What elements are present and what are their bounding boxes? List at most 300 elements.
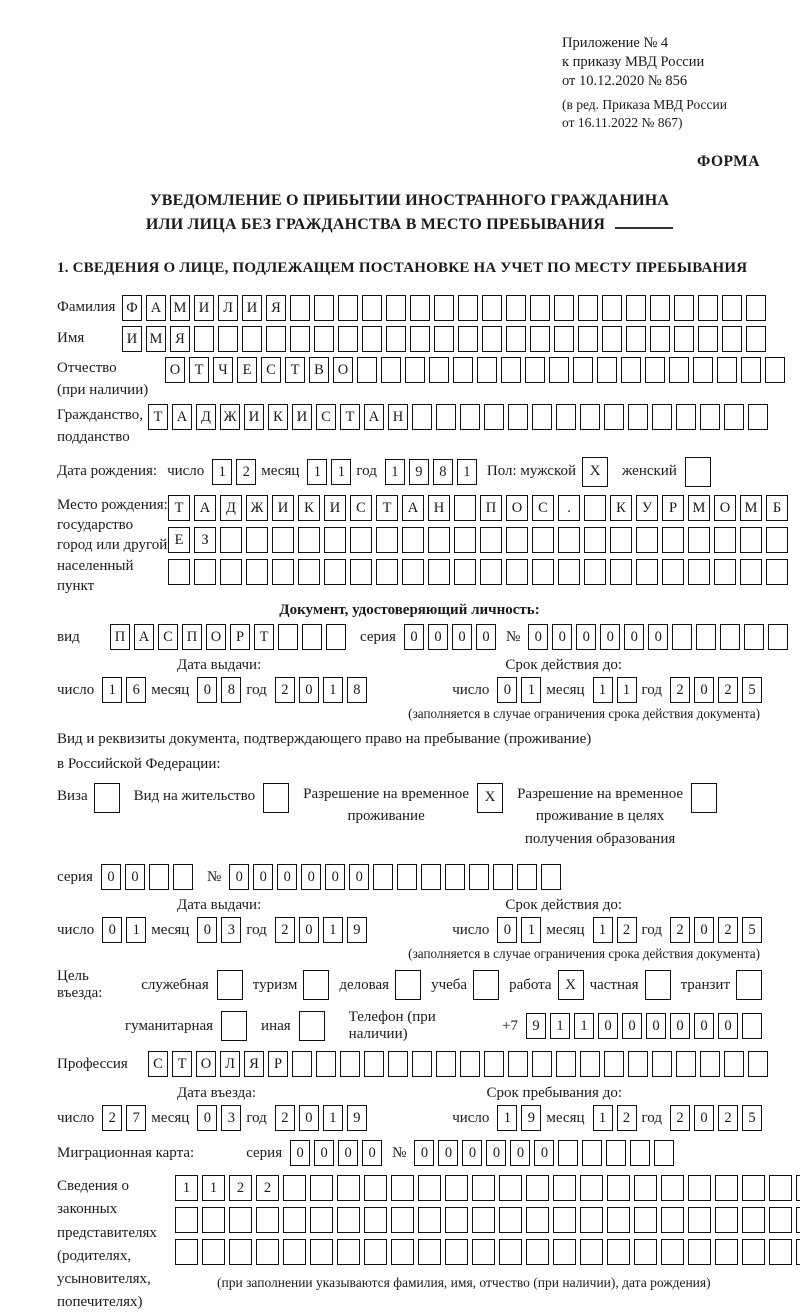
char-box[interactable]: 9 xyxy=(526,1013,546,1039)
char-box[interactable] xyxy=(421,864,441,890)
char-box[interactable]: С xyxy=(158,624,178,650)
char-box[interactable] xyxy=(445,864,465,890)
char-box[interactable] xyxy=(472,1175,495,1201)
char-box[interactable] xyxy=(580,404,600,430)
char-box[interactable]: 0 xyxy=(600,624,620,650)
char-box[interactable] xyxy=(454,495,476,521)
char-box[interactable] xyxy=(700,1051,720,1077)
char-box[interactable]: 1 xyxy=(497,1105,517,1131)
char-box[interactable]: Т xyxy=(254,624,274,650)
char-box[interactable] xyxy=(584,559,606,585)
char-box[interactable] xyxy=(526,1207,549,1233)
char-box[interactable]: Т xyxy=(172,1051,192,1077)
char-box[interactable]: 1 xyxy=(617,677,637,703)
char-box[interactable]: Д xyxy=(220,495,242,521)
char-box[interactable] xyxy=(715,1175,738,1201)
char-box[interactable] xyxy=(484,1051,504,1077)
char-box[interactable] xyxy=(362,295,382,321)
char-box[interactable] xyxy=(714,527,736,553)
char-box[interactable]: И xyxy=(122,326,142,352)
char-box[interactable] xyxy=(698,326,718,352)
char-box[interactable] xyxy=(541,864,561,890)
char-box[interactable] xyxy=(337,1239,360,1265)
char-box[interactable] xyxy=(337,1175,360,1201)
char-box[interactable]: Е xyxy=(237,357,257,383)
char-box[interactable] xyxy=(662,559,684,585)
char-box[interactable]: О xyxy=(333,357,353,383)
char-box[interactable]: 1 xyxy=(202,1175,225,1201)
char-box[interactable] xyxy=(553,1239,576,1265)
char-box[interactable]: 3 xyxy=(221,1105,241,1131)
char-box[interactable] xyxy=(740,559,762,585)
char-box[interactable] xyxy=(373,864,393,890)
char-box[interactable] xyxy=(722,326,742,352)
char-box[interactable] xyxy=(499,1239,522,1265)
char-box[interactable] xyxy=(645,357,665,383)
char-box[interactable]: 2 xyxy=(670,917,690,943)
char-box[interactable] xyxy=(272,559,294,585)
char-box[interactable] xyxy=(580,1051,600,1077)
char-box[interactable] xyxy=(766,527,788,553)
char-box[interactable] xyxy=(628,404,648,430)
char-box[interactable]: 0 xyxy=(598,1013,618,1039)
char-box[interactable]: Н xyxy=(388,404,408,430)
char-box[interactable]: 0 xyxy=(624,624,644,650)
char-box[interactable] xyxy=(350,559,372,585)
char-box[interactable] xyxy=(607,1239,630,1265)
char-box[interactable] xyxy=(746,295,766,321)
char-box[interactable] xyxy=(558,527,580,553)
char-box[interactable] xyxy=(554,295,574,321)
char-box[interactable] xyxy=(445,1239,468,1265)
char-box[interactable]: Ж xyxy=(220,404,240,430)
char-box[interactable]: А xyxy=(194,495,216,521)
char-box[interactable]: 0 xyxy=(299,917,319,943)
char-box[interactable]: Л xyxy=(220,1051,240,1077)
char-box[interactable] xyxy=(553,1175,576,1201)
char-box[interactable]: 2 xyxy=(718,677,738,703)
char-box[interactable] xyxy=(746,326,766,352)
char-box[interactable] xyxy=(364,1239,387,1265)
char-box[interactable]: М xyxy=(170,295,190,321)
char-box[interactable] xyxy=(582,1140,602,1166)
char-box[interactable]: 2 xyxy=(617,1105,637,1131)
char-box[interactable]: 0 xyxy=(404,624,424,650)
char-box[interactable] xyxy=(454,527,476,553)
char-box[interactable] xyxy=(693,357,713,383)
char-box[interactable] xyxy=(506,559,528,585)
char-box[interactable] xyxy=(324,527,346,553)
char-box[interactable] xyxy=(526,1239,549,1265)
temp-residence-edu-checkbox[interactable] xyxy=(691,783,717,813)
char-box[interactable]: 1 xyxy=(175,1175,198,1201)
char-box[interactable] xyxy=(256,1239,279,1265)
char-box[interactable] xyxy=(715,1207,738,1233)
char-box[interactable] xyxy=(525,357,545,383)
char-box[interactable]: Л xyxy=(218,295,238,321)
char-box[interactable] xyxy=(674,295,694,321)
char-box[interactable] xyxy=(410,295,430,321)
char-box[interactable] xyxy=(350,527,372,553)
char-box[interactable]: И xyxy=(244,404,264,430)
char-box[interactable] xyxy=(484,404,504,430)
char-box[interactable]: 0 xyxy=(301,864,321,890)
char-box[interactable] xyxy=(530,326,550,352)
char-box[interactable] xyxy=(472,1239,495,1265)
char-box[interactable] xyxy=(744,624,764,650)
char-box[interactable] xyxy=(578,295,598,321)
other-checkbox[interactable] xyxy=(299,1011,325,1041)
char-box[interactable] xyxy=(558,1140,578,1166)
char-box[interactable] xyxy=(597,357,617,383)
char-box[interactable]: 0 xyxy=(476,624,496,650)
char-box[interactable] xyxy=(526,1175,549,1201)
char-box[interactable] xyxy=(434,295,454,321)
char-box[interactable]: О xyxy=(506,495,528,521)
char-box[interactable] xyxy=(229,1207,252,1233)
char-box[interactable]: 1 xyxy=(457,459,477,485)
char-box[interactable] xyxy=(674,326,694,352)
char-box[interactable] xyxy=(324,559,346,585)
char-box[interactable] xyxy=(405,357,425,383)
char-box[interactable]: 9 xyxy=(347,917,367,943)
char-box[interactable] xyxy=(256,1207,279,1233)
char-box[interactable]: М xyxy=(146,326,166,352)
char-box[interactable] xyxy=(175,1239,198,1265)
char-box[interactable]: В xyxy=(309,357,329,383)
char-box[interactable] xyxy=(584,527,606,553)
char-box[interactable]: 0 xyxy=(694,677,714,703)
char-box[interactable] xyxy=(402,527,424,553)
char-box[interactable] xyxy=(669,357,689,383)
char-box[interactable] xyxy=(607,1207,630,1233)
char-box[interactable] xyxy=(636,527,658,553)
char-box[interactable] xyxy=(337,1207,360,1233)
char-box[interactable] xyxy=(290,295,310,321)
char-box[interactable]: Т xyxy=(340,404,360,430)
char-box[interactable] xyxy=(626,326,646,352)
char-box[interactable] xyxy=(766,559,788,585)
char-box[interactable]: 8 xyxy=(433,459,453,485)
char-box[interactable]: П xyxy=(110,624,130,650)
char-box[interactable] xyxy=(302,624,322,650)
char-box[interactable] xyxy=(499,1175,522,1201)
char-box[interactable] xyxy=(428,559,450,585)
char-box[interactable]: 0 xyxy=(576,624,596,650)
char-box[interactable] xyxy=(283,1239,306,1265)
char-box[interactable] xyxy=(480,527,502,553)
char-box[interactable] xyxy=(445,1207,468,1233)
char-box[interactable] xyxy=(769,1207,792,1233)
char-box[interactable]: . xyxy=(558,495,580,521)
char-box[interactable] xyxy=(429,357,449,383)
char-box[interactable]: 0 xyxy=(325,864,345,890)
char-box[interactable]: 9 xyxy=(521,1105,541,1131)
char-box[interactable] xyxy=(418,1175,441,1201)
char-box[interactable]: 0 xyxy=(229,864,249,890)
char-box[interactable]: 0 xyxy=(299,1105,319,1131)
char-box[interactable] xyxy=(266,326,286,352)
char-box[interactable] xyxy=(698,295,718,321)
char-box[interactable]: 0 xyxy=(497,917,517,943)
char-box[interactable] xyxy=(573,357,593,383)
char-box[interactable]: К xyxy=(610,495,632,521)
char-box[interactable]: С xyxy=(350,495,372,521)
char-box[interactable]: 2 xyxy=(275,677,295,703)
residence-permit-checkbox[interactable] xyxy=(263,783,289,813)
study-checkbox[interactable] xyxy=(473,970,499,1000)
char-box[interactable]: С xyxy=(532,495,554,521)
char-box[interactable] xyxy=(580,1207,603,1233)
char-box[interactable] xyxy=(381,357,401,383)
char-box[interactable] xyxy=(636,559,658,585)
char-box[interactable] xyxy=(722,295,742,321)
char-box[interactable] xyxy=(602,295,622,321)
char-box[interactable]: С xyxy=(316,404,336,430)
char-box[interactable]: А xyxy=(364,404,384,430)
char-box[interactable]: А xyxy=(146,295,166,321)
char-box[interactable]: 0 xyxy=(648,624,668,650)
char-box[interactable]: 0 xyxy=(101,864,121,890)
char-box[interactable]: 0 xyxy=(290,1140,310,1166)
char-box[interactable] xyxy=(626,295,646,321)
char-box[interactable] xyxy=(765,357,785,383)
char-box[interactable] xyxy=(480,559,502,585)
char-box[interactable] xyxy=(742,1207,765,1233)
char-box[interactable]: 1 xyxy=(323,1105,343,1131)
char-box[interactable] xyxy=(242,326,262,352)
char-box[interactable] xyxy=(688,527,710,553)
char-box[interactable] xyxy=(740,527,762,553)
char-box[interactable]: 5 xyxy=(742,1105,762,1131)
char-box[interactable] xyxy=(364,1051,384,1077)
char-box[interactable] xyxy=(310,1207,333,1233)
char-box[interactable]: 2 xyxy=(718,917,738,943)
char-box[interactable] xyxy=(654,1140,674,1166)
char-box[interactable] xyxy=(742,1013,762,1039)
char-box[interactable] xyxy=(316,1051,336,1077)
char-box[interactable]: 2 xyxy=(718,1105,738,1131)
char-box[interactable] xyxy=(229,1239,252,1265)
char-box[interactable] xyxy=(362,326,382,352)
char-box[interactable] xyxy=(410,326,430,352)
char-box[interactable] xyxy=(724,404,744,430)
char-box[interactable] xyxy=(175,1207,198,1233)
char-box[interactable] xyxy=(412,404,432,430)
char-box[interactable] xyxy=(340,1051,360,1077)
char-box[interactable] xyxy=(173,864,193,890)
char-box[interactable]: Т xyxy=(189,357,209,383)
char-box[interactable]: 2 xyxy=(275,1105,295,1131)
char-box[interactable] xyxy=(714,559,736,585)
char-box[interactable]: 7 xyxy=(126,1105,146,1131)
char-box[interactable]: И xyxy=(324,495,346,521)
char-box[interactable]: 0 xyxy=(102,917,122,943)
char-box[interactable] xyxy=(436,404,456,430)
char-box[interactable] xyxy=(580,1175,603,1201)
char-box[interactable] xyxy=(688,1175,711,1201)
char-box[interactable]: Б xyxy=(766,495,788,521)
char-box[interactable] xyxy=(218,326,238,352)
char-box[interactable]: Я xyxy=(244,1051,264,1077)
char-box[interactable] xyxy=(376,559,398,585)
business-checkbox[interactable] xyxy=(395,970,421,1000)
char-box[interactable] xyxy=(482,295,502,321)
char-box[interactable] xyxy=(357,357,377,383)
char-box[interactable]: 0 xyxy=(646,1013,666,1039)
char-box[interactable] xyxy=(168,559,190,585)
char-box[interactable]: 1 xyxy=(307,459,327,485)
char-box[interactable] xyxy=(418,1207,441,1233)
char-box[interactable] xyxy=(532,559,554,585)
char-box[interactable]: 0 xyxy=(694,917,714,943)
temp-residence-checkbox[interactable]: X xyxy=(477,783,503,813)
char-box[interactable] xyxy=(508,404,528,430)
char-box[interactable]: 0 xyxy=(552,624,572,650)
char-box[interactable] xyxy=(606,1140,626,1166)
char-box[interactable]: 0 xyxy=(197,917,217,943)
char-box[interactable]: 0 xyxy=(528,624,548,650)
char-box[interactable] xyxy=(607,1175,630,1201)
char-box[interactable] xyxy=(741,357,761,383)
char-box[interactable] xyxy=(796,1239,800,1265)
char-box[interactable]: Ф xyxy=(122,295,142,321)
humanitarian-checkbox[interactable] xyxy=(221,1011,247,1041)
char-box[interactable]: 1 xyxy=(593,1105,613,1131)
char-box[interactable] xyxy=(314,295,334,321)
char-box[interactable] xyxy=(364,1207,387,1233)
char-box[interactable] xyxy=(650,295,670,321)
char-box[interactable] xyxy=(506,527,528,553)
gender-male-checkbox[interactable]: X xyxy=(582,457,608,487)
char-box[interactable]: С xyxy=(148,1051,168,1077)
char-box[interactable]: Д xyxy=(196,404,216,430)
char-box[interactable] xyxy=(532,527,554,553)
char-box[interactable] xyxy=(676,404,696,430)
char-box[interactable]: И xyxy=(292,404,312,430)
char-box[interactable]: Т xyxy=(168,495,190,521)
char-box[interactable]: 0 xyxy=(622,1013,642,1039)
char-box[interactable] xyxy=(386,295,406,321)
char-box[interactable] xyxy=(194,559,216,585)
char-box[interactable]: 3 xyxy=(221,917,241,943)
char-box[interactable]: 0 xyxy=(718,1013,738,1039)
char-box[interactable] xyxy=(717,357,737,383)
char-box[interactable]: 2 xyxy=(275,917,295,943)
char-box[interactable] xyxy=(454,559,476,585)
char-box[interactable] xyxy=(610,559,632,585)
char-box[interactable]: 0 xyxy=(299,677,319,703)
char-box[interactable]: 1 xyxy=(593,677,613,703)
char-box[interactable]: Ч xyxy=(213,357,233,383)
char-box[interactable]: 8 xyxy=(347,677,367,703)
char-box[interactable] xyxy=(397,864,417,890)
char-box[interactable]: 1 xyxy=(126,917,146,943)
char-box[interactable]: 9 xyxy=(409,459,429,485)
char-box[interactable] xyxy=(149,864,169,890)
char-box[interactable]: Я xyxy=(170,326,190,352)
char-box[interactable]: 2 xyxy=(670,1105,690,1131)
private-checkbox[interactable] xyxy=(645,970,671,1000)
char-box[interactable]: 1 xyxy=(385,459,405,485)
char-box[interactable]: И xyxy=(272,495,294,521)
char-box[interactable] xyxy=(696,624,716,650)
gender-female-checkbox[interactable] xyxy=(685,457,711,487)
char-box[interactable]: 0 xyxy=(497,677,517,703)
char-box[interactable] xyxy=(338,295,358,321)
char-box[interactable] xyxy=(769,1175,792,1201)
char-box[interactable] xyxy=(610,527,632,553)
char-box[interactable] xyxy=(662,527,684,553)
char-box[interactable]: 0 xyxy=(414,1140,434,1166)
char-box[interactable] xyxy=(194,326,214,352)
char-box[interactable]: 1 xyxy=(212,459,232,485)
char-box[interactable] xyxy=(634,1239,657,1265)
char-box[interactable] xyxy=(558,559,580,585)
char-box[interactable]: 0 xyxy=(253,864,273,890)
char-box[interactable]: 1 xyxy=(593,917,613,943)
char-box[interactable]: 1 xyxy=(521,677,541,703)
char-box[interactable] xyxy=(278,624,298,650)
char-box[interactable] xyxy=(769,1239,792,1265)
char-box[interactable] xyxy=(310,1239,333,1265)
char-box[interactable]: 0 xyxy=(486,1140,506,1166)
char-box[interactable]: С xyxy=(261,357,281,383)
char-box[interactable]: 1 xyxy=(550,1013,570,1039)
char-box[interactable]: 0 xyxy=(438,1140,458,1166)
char-box[interactable] xyxy=(283,1175,306,1201)
char-box[interactable]: Я xyxy=(266,295,286,321)
char-box[interactable]: О xyxy=(206,624,226,650)
char-box[interactable]: 1 xyxy=(521,917,541,943)
char-box[interactable] xyxy=(549,357,569,383)
char-box[interactable]: 0 xyxy=(428,624,448,650)
char-box[interactable]: 0 xyxy=(125,864,145,890)
char-box[interactable]: 9 xyxy=(347,1105,367,1131)
char-box[interactable] xyxy=(482,326,502,352)
char-box[interactable] xyxy=(376,527,398,553)
char-box[interactable]: Р xyxy=(268,1051,288,1077)
char-box[interactable]: Е xyxy=(168,527,190,553)
char-box[interactable]: 6 xyxy=(126,677,146,703)
char-box[interactable] xyxy=(298,527,320,553)
char-box[interactable]: К xyxy=(268,404,288,430)
char-box[interactable] xyxy=(298,559,320,585)
char-box[interactable] xyxy=(391,1175,414,1201)
char-box[interactable] xyxy=(460,404,480,430)
char-box[interactable] xyxy=(246,559,268,585)
char-box[interactable] xyxy=(676,1051,696,1077)
char-box[interactable] xyxy=(796,1175,800,1201)
char-box[interactable] xyxy=(388,1051,408,1077)
char-box[interactable]: О xyxy=(196,1051,216,1077)
char-box[interactable]: 0 xyxy=(452,624,472,650)
char-box[interactable] xyxy=(650,326,670,352)
char-box[interactable] xyxy=(628,1051,648,1077)
char-box[interactable] xyxy=(283,1207,306,1233)
char-box[interactable] xyxy=(688,559,710,585)
char-box[interactable]: Р xyxy=(662,495,684,521)
char-box[interactable] xyxy=(604,1051,624,1077)
char-box[interactable] xyxy=(517,864,537,890)
char-box[interactable] xyxy=(530,295,550,321)
char-box[interactable]: Н xyxy=(428,495,450,521)
char-box[interactable]: Т xyxy=(148,404,168,430)
char-box[interactable]: 0 xyxy=(462,1140,482,1166)
char-box[interactable]: 2 xyxy=(617,917,637,943)
char-box[interactable] xyxy=(391,1207,414,1233)
char-box[interactable]: 2 xyxy=(256,1175,279,1201)
